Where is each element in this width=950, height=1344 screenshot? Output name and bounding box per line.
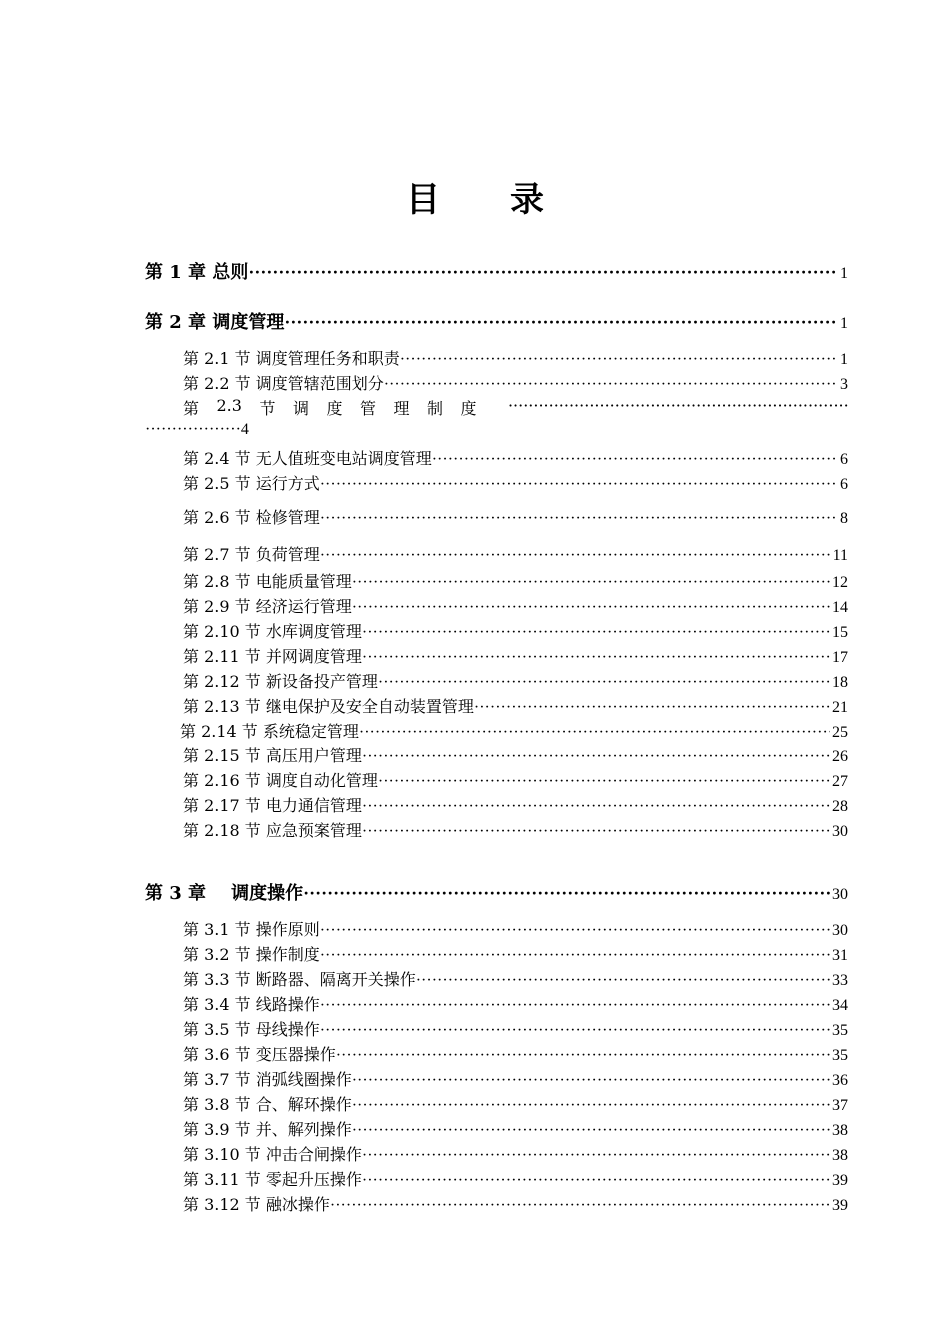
dot-leader	[400, 351, 838, 369]
dot-leader	[378, 674, 830, 692]
toc-entry-section[interactable]	[183, 471, 848, 494]
toc-entry-section[interactable]	[183, 694, 848, 717]
toc-page-number: 35	[832, 1047, 848, 1064]
toc-page-number: 3	[840, 376, 848, 393]
toc-page-number: 15	[832, 624, 848, 641]
toc-page-number: 18	[832, 674, 848, 691]
toc-label: 第 2.18 节 应急预案管理	[183, 821, 362, 840]
toc-entry-section[interactable]	[183, 743, 848, 766]
title-char-1: 目	[406, 180, 440, 220]
toc-label: 第 2.9 节 经济运行管理	[183, 597, 352, 616]
toc-page-number: 17	[832, 649, 848, 666]
toc-entry-section[interactable]	[183, 942, 848, 965]
toc-entry-section-2-3[interactable]	[183, 396, 848, 419]
toc-entry-section[interactable]	[183, 818, 848, 841]
toc-entry-section[interactable]	[183, 446, 848, 469]
toc-entry-section[interactable]	[183, 768, 848, 791]
toc-page-number: 33	[832, 972, 848, 989]
toc-page-number: 21	[832, 699, 848, 716]
toc-label: 第 2 章 调度管理	[145, 312, 285, 333]
toc-label: 第 2.11 节 并网调度管理	[183, 647, 362, 666]
toc-label-part: 制	[426, 399, 443, 418]
dot-leader	[330, 1197, 830, 1215]
dot-leader	[320, 476, 838, 494]
toc-label: 第 3.7 节 消弧线圈操作	[183, 1070, 352, 1089]
toc-label: 第 3.12 节 融冰操作	[183, 1195, 330, 1214]
toc-label: 第 2.7 节 负荷管理	[183, 545, 320, 564]
dot-leader	[362, 823, 830, 841]
toc-label: 第 3.1 节 操作原则	[183, 920, 320, 939]
toc-entry-section[interactable]	[180, 719, 848, 742]
dot-leader	[474, 699, 830, 717]
toc-label-part: 调	[292, 399, 309, 418]
toc-entry-section[interactable]	[183, 1167, 848, 1190]
toc-label: 第 2.4 节 无人值班变电站调度管理	[183, 449, 432, 468]
toc-label: 第 3.5 节 母线操作	[183, 1020, 320, 1039]
toc-label: 第 3.9 节 并、解列操作	[183, 1120, 352, 1139]
toc-label: 第 2.14 节 系统稳定管理	[180, 722, 359, 741]
dot-leader	[284, 312, 838, 333]
toc-entry-section[interactable]	[183, 1117, 848, 1140]
toc-label: 第 3.11 节 零起升压操作	[183, 1170, 362, 1189]
toc-entry-section[interactable]	[183, 793, 848, 816]
toc-label-part: 度	[460, 399, 477, 418]
dot-leader	[320, 1022, 830, 1040]
toc-page-number: 37	[832, 1097, 848, 1114]
dot-leader	[362, 798, 830, 816]
toc-label: 第 2.6 节 检修管理	[183, 508, 320, 527]
toc-entry-section[interactable]	[183, 1192, 848, 1215]
toc-page-number: 4	[240, 421, 249, 438]
toc-label-part: 第	[183, 399, 200, 418]
dot-leader	[359, 724, 830, 742]
toc-label: 第 3.8 节 合、解环操作	[183, 1095, 352, 1114]
toc-page-number: 35	[832, 1022, 848, 1039]
toc-page-number: 25	[832, 724, 848, 741]
dot-leader	[352, 1072, 830, 1090]
toc-page-number: 39	[832, 1197, 848, 1214]
dot-leader	[362, 1172, 830, 1190]
toc-page-number: 26	[832, 748, 848, 765]
toc-page-number: 38	[832, 1122, 848, 1139]
toc-label-part: 管	[359, 399, 376, 418]
dot-leader	[416, 972, 830, 990]
toc-page-number: 6	[840, 451, 848, 468]
toc-entry-section[interactable]	[183, 1142, 848, 1165]
toc-page-number: 1	[840, 351, 848, 368]
toc-label-part: 度	[326, 399, 343, 418]
toc-label: 第 3.6 节 变压器操作	[183, 1045, 336, 1064]
dot-leader	[378, 773, 830, 791]
toc-entry-section[interactable]	[183, 1042, 848, 1065]
toc-label: 第 2.10 节 水库调度管理	[183, 622, 362, 641]
toc-page-number: 12	[832, 574, 848, 591]
toc-page-number: 8	[840, 510, 848, 527]
toc-page-number: 11	[832, 547, 848, 564]
toc-page-number: 38	[832, 1147, 848, 1164]
toc-entry-chapter-2[interactable]	[145, 308, 848, 334]
toc-entry-section[interactable]	[183, 619, 848, 642]
toc-entry-section[interactable]	[183, 505, 848, 528]
toc-page-number: 1	[840, 315, 848, 332]
toc-label: 第 1 章 总则	[145, 262, 249, 283]
dot-leader	[320, 510, 838, 528]
dot-leader	[352, 574, 830, 592]
dot-leader	[248, 262, 838, 283]
toc-entry-section[interactable]	[183, 371, 848, 394]
toc-entry-section[interactable]	[183, 1067, 848, 1090]
toc-label: 第 2.12 节 新设备投产管理	[183, 672, 378, 691]
toc-label: 第 2.5 节 运行方式	[183, 474, 320, 493]
toc-entry-chapter-3[interactable]	[145, 879, 848, 905]
toc-entry-continuation	[145, 421, 249, 439]
toc-page-number: 30	[832, 922, 848, 939]
toc-page-number: 14	[832, 599, 848, 616]
toc-label: 第 2.8 节 电能质量管理	[183, 572, 352, 591]
dot-leader	[362, 649, 830, 667]
toc-page-number: 39	[832, 1172, 848, 1189]
toc-page-number: 31	[832, 947, 848, 964]
dot-leader	[320, 947, 830, 965]
toc-label: 第 3.2 节 操作制度	[183, 945, 320, 964]
dot-leader	[352, 599, 830, 617]
dot-leader	[352, 1097, 830, 1115]
toc-entry-section[interactable]	[183, 346, 848, 369]
dot-leader	[303, 883, 830, 904]
toc-entry-section[interactable]	[183, 917, 848, 940]
toc-label: 第 2.17 节 电力通信管理	[183, 796, 362, 815]
dot-leader	[320, 922, 830, 940]
toc-page-number: 34	[832, 997, 848, 1014]
toc-label: 第 3.3 节 断路器、隔离开关操作	[183, 970, 416, 989]
dot-leader	[336, 1047, 830, 1065]
dot-leader: ··················	[145, 421, 241, 438]
dot-leader	[508, 396, 848, 419]
dot-leader	[362, 624, 830, 642]
dot-leader	[432, 451, 838, 469]
page-title	[0, 172, 950, 221]
toc-label: 第 3.4 节 线路操作	[183, 995, 320, 1014]
toc-entry-section[interactable]	[183, 1092, 848, 1115]
toc-entry-section[interactable]	[183, 1017, 848, 1040]
toc-entry-chapter-1[interactable]	[145, 258, 848, 284]
toc-label-part: 理	[393, 399, 410, 418]
toc-page-number: 6	[840, 476, 848, 493]
toc-label: 第 2.16 节 调度自动化管理	[183, 771, 378, 790]
dot-leader	[320, 997, 830, 1015]
dot-leader	[362, 1147, 830, 1165]
toc-label: 第 3.10 节 冲击合闸操作	[183, 1145, 362, 1164]
toc-label-part: 2.3	[216, 396, 242, 415]
toc-entry-section[interactable]	[183, 967, 848, 990]
toc-entry-section[interactable]	[183, 644, 848, 667]
toc-page-number: 30	[832, 886, 848, 903]
toc-entry-section[interactable]	[183, 992, 848, 1015]
toc-label: 第 2.13 节 继电保护及安全自动装置管理	[183, 697, 474, 716]
toc-label: 第 2.2 节 调度管辖范围划分	[183, 374, 384, 393]
dot-leader	[320, 547, 831, 565]
toc-label: 第 2.15 节 高压用户管理	[183, 746, 362, 765]
toc-label: 第 3 章 调度操作	[145, 883, 304, 904]
toc-entry-section[interactable]	[183, 594, 848, 617]
title-char-2: 录	[510, 180, 544, 220]
toc-label-part: 节	[259, 399, 276, 418]
toc-page-number: 1	[840, 265, 848, 282]
dot-leader	[352, 1122, 830, 1140]
toc-entry-section[interactable]	[183, 542, 848, 565]
toc-entry-section[interactable]	[183, 669, 848, 692]
toc-page-number: 30	[832, 823, 848, 840]
toc-entry-section[interactable]	[183, 569, 848, 592]
toc-label: 第 2.1 节 调度管理任务和职责	[183, 349, 400, 368]
toc-page-number: 28	[832, 798, 848, 815]
toc-page-number: 36	[832, 1072, 848, 1089]
dot-leader	[384, 376, 838, 394]
dot-leader	[362, 748, 830, 766]
toc-page-number: 27	[832, 773, 848, 790]
